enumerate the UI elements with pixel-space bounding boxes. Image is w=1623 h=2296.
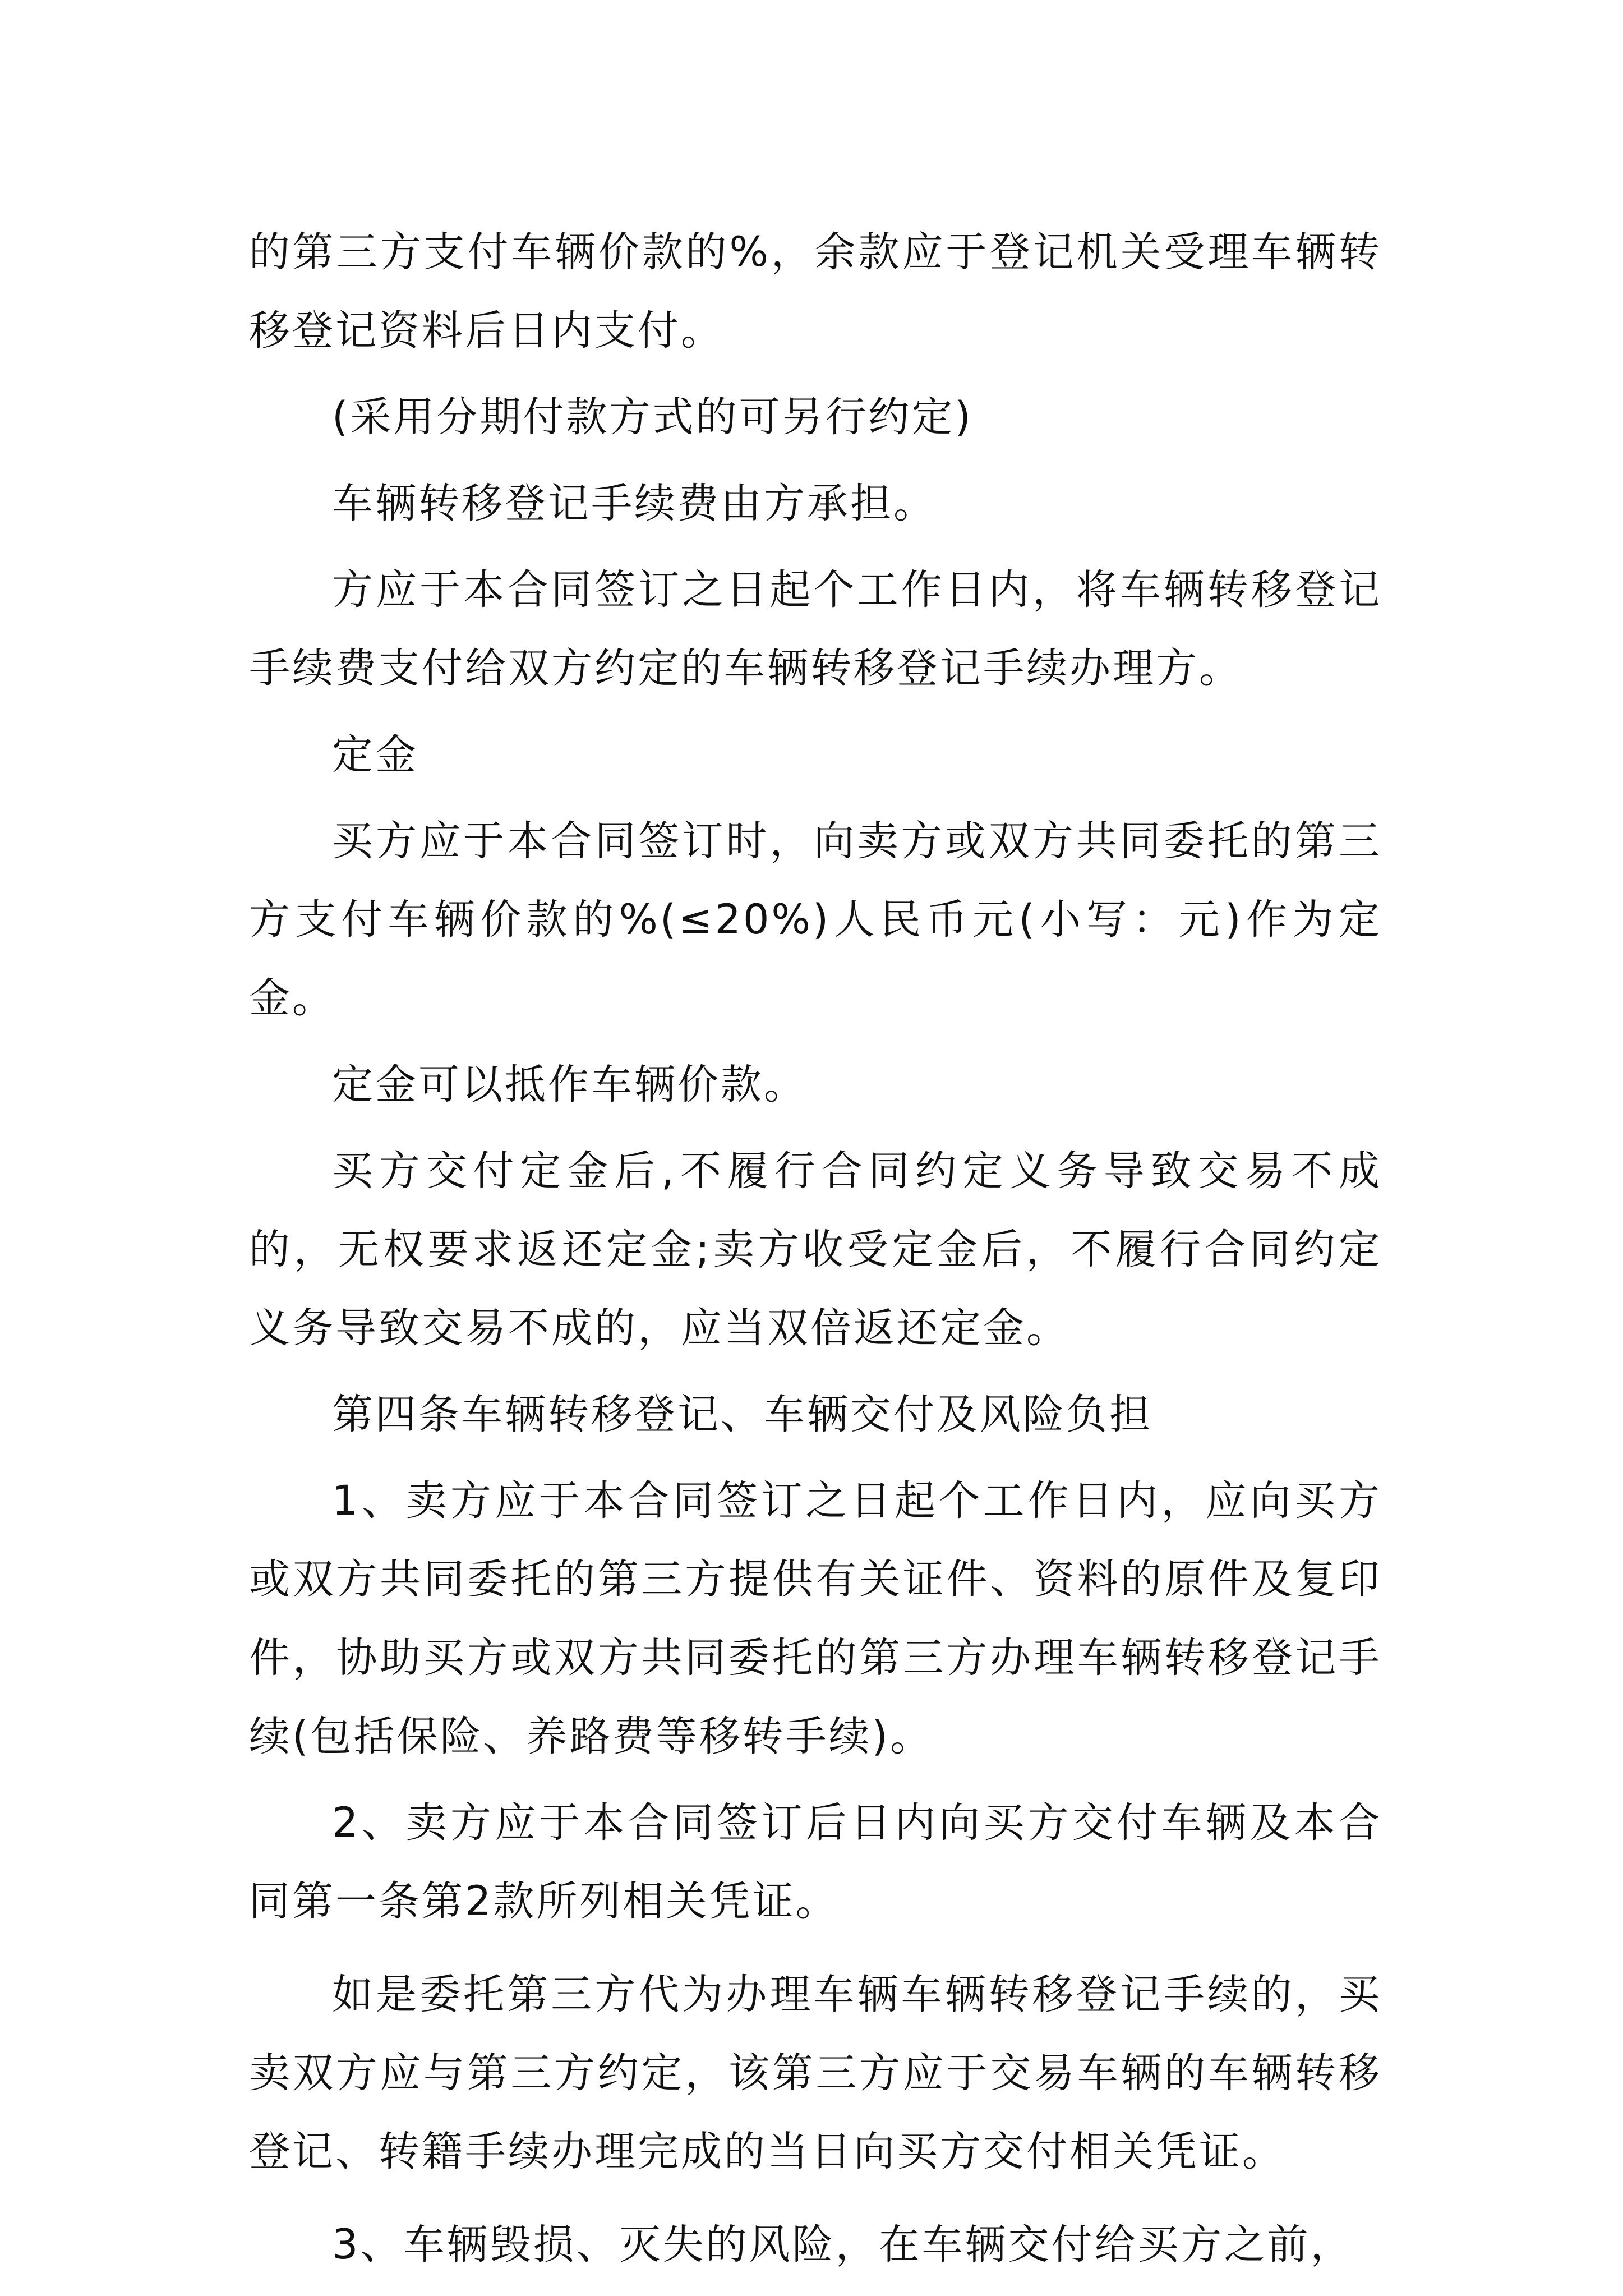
paragraph-clause-1: 1、卖方应于本合同签订之日起个工作日内，应向买方或双方共同委托的第三方提供有关证件、资料的原件及复印件，协助买方或双方共同委托的第三方办理车辆转移登记手续(包括保险、养路费等移转手续)。 bbox=[249, 1477, 1382, 1760]
paragraph-installment-note: (采用分期付款方式的可另行约定) bbox=[332, 393, 973, 441]
paragraph-payment-balance: 的第三方支付车辆价款的%，余款应于登记机关受理车辆转移登记资料后日内支付。 bbox=[249, 228, 1382, 355]
paragraph-deposit-amount: 买方应于本合同签订时，向卖方或双方共同委托的第三方支付车辆价款的%(≤20%)人民币元(小写：元)作为定金。 bbox=[249, 817, 1382, 1022]
paragraph-deposit-heading: 定金 bbox=[332, 731, 418, 779]
paragraph-third-party-agent: 如是委托第三方代为办理车辆车辆转移登记手续的，买卖双方应与第三方约定，该第三方应于交易车辆的车辆转移登记、转籍手续办理完成的当日向买方交付相关凭证。 bbox=[249, 1971, 1382, 2175]
paragraph-transfer-fee: 车辆转移登记手续费由方承担。 bbox=[332, 480, 937, 527]
document-body bbox=[249, 213, 1382, 2284]
paragraph-transfer-fee-payment: 方应于本合同签订之日起个工作日内，将车辆转移登记手续费支付给双方约定的车辆转移登记手续办理方。 bbox=[249, 566, 1382, 692]
paragraph-deposit-default: 买方交付定金后,不履行合同约定义务导致交易不成的，无权要求返还定金;卖方收受定金后，不履行合同约定义务导致交易不成的，应当双倍返还定金。 bbox=[249, 1147, 1382, 1352]
paragraph-clause-3: 3、车辆毁损、灭失的风险，在车辆交付给买方之前， bbox=[332, 2221, 1354, 2269]
paragraph-article-four-heading: 第四条车辆转移登记、车辆交付及风险负担 bbox=[332, 1391, 1152, 1438]
paragraph-clause-2: 2、卖方应于本合同签订后日内向买方交付车辆及本合同第一条第2款所列相关凭证。 bbox=[249, 1799, 1382, 1925]
paragraph-deposit-offset: 定金可以抵作车辆价款。 bbox=[332, 1061, 807, 1108]
